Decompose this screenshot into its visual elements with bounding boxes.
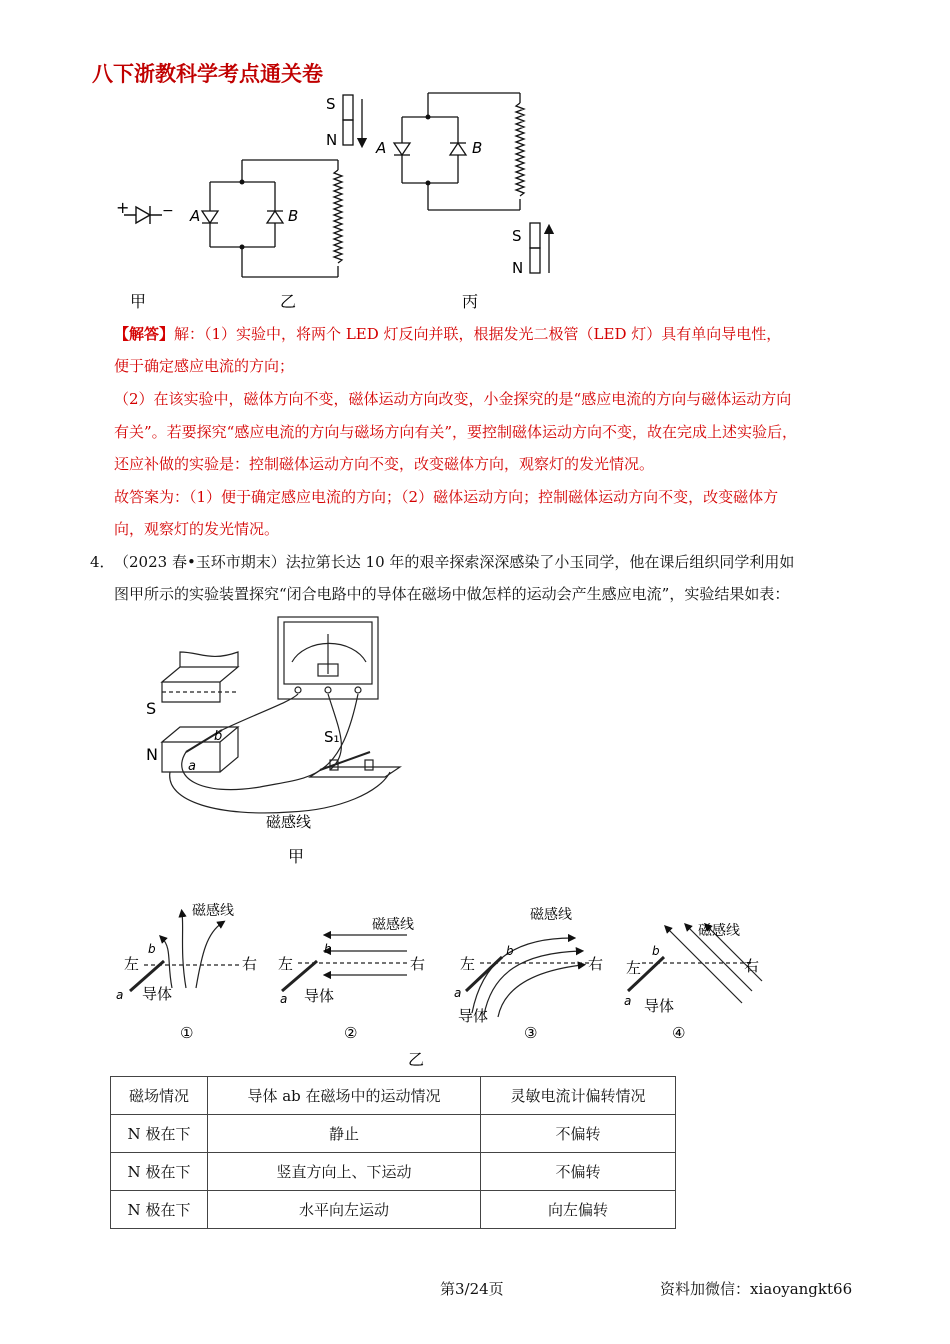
circuit-bing: [394, 93, 549, 273]
footer-contact: 资料加微信：xiaoyangkt66: [660, 1280, 853, 1298]
field-label-4: 磁感线: [698, 923, 740, 939]
table-cell: 不偏转: [481, 1153, 676, 1191]
right-label-3: 右: [588, 955, 604, 973]
conductor-label-2: 导体: [304, 987, 335, 1005]
table-row: [111, 1191, 676, 1229]
field-label-1: 磁感线: [192, 903, 234, 919]
label-N-bing: N: [512, 259, 524, 277]
diode-symbol: [124, 206, 162, 224]
answer-line-7: 向，观察灯的发光情况。: [114, 520, 280, 538]
question-line-1: （2023 春•玉环市期末）法拉第长达 10 年的艰辛探索深深感染了小玉同学，他在课后组织同学利用如: [114, 553, 795, 571]
label-S-yi: S: [326, 95, 336, 113]
b-label-3: b: [506, 944, 514, 958]
table-row: [111, 1115, 676, 1153]
table-cell: N 极在下: [111, 1191, 208, 1229]
plus-label: +: [116, 198, 130, 217]
conductor-label-3: 导体: [458, 1007, 489, 1025]
table-cell: 竖直方向上、下运动: [208, 1153, 481, 1191]
num-1: ①: [180, 1024, 194, 1042]
table-cell: 向左偏转: [481, 1191, 676, 1229]
answer-line-1: [114, 318, 864, 350]
page-number: 第3/24页: [440, 1280, 504, 1298]
conductor-label-4: 导体: [644, 997, 675, 1015]
label-b-jia: b: [214, 729, 223, 744]
diagram-2: [282, 935, 407, 991]
a-label-1: a: [116, 988, 124, 1002]
label-B-yi: B: [288, 207, 299, 225]
results-table: [110, 1076, 676, 1229]
question-line-2: 图甲所示的实验装置探究“闭合电路中的导体在磁场中做怎样的运动会产生感应电流”，实验结果如表：: [114, 585, 790, 603]
right-label-2: 右: [410, 955, 426, 973]
label-B-bing: B: [472, 139, 483, 157]
label-a-jia: a: [188, 759, 196, 774]
right-label-4: 右: [744, 957, 760, 975]
diagram-3: [466, 938, 590, 1017]
table-header-row: [111, 1077, 676, 1115]
answer-line-6: 故答案为：（1）便于确定感应电流的方向；（2）磁体运动方向；控制磁体运动方向不变，改变磁体方: [114, 488, 779, 506]
label-S1: S₁: [324, 728, 340, 746]
label-field-jia: 磁感线: [266, 813, 312, 831]
answer-text-1: 解：（1）实验中，将两个 LED 灯反向并联，根据发光二极管（LED 灯）具有单向导电性，: [174, 325, 782, 343]
table-header: 磁场情况: [111, 1077, 208, 1115]
num-4: ④: [672, 1024, 686, 1042]
a-label-3: a: [454, 986, 462, 1000]
table-header: 灵敏电流计偏转情况: [481, 1077, 676, 1115]
caption-yi-q4: 乙: [408, 1050, 425, 1069]
field-diagrams-figure: [112, 893, 772, 1071]
caption-jia-q4: 甲: [288, 847, 305, 866]
answer-line-3: （2）在该实验中，磁体方向不变，磁体运动方向改变，小金探究的是“感应电流的方向与磁体运动方向: [114, 390, 792, 408]
table-cell: N 极在下: [111, 1115, 208, 1153]
a-label-2: a: [280, 992, 288, 1006]
b-label-2: b: [324, 942, 332, 956]
label-S-bing: S: [512, 227, 522, 245]
table-header: 导体 ab 在磁场中的运动情况: [208, 1077, 481, 1115]
page-title: 八下浙教科学考点通关卷: [92, 62, 323, 86]
table-cell: 静止: [208, 1115, 481, 1153]
num-2: ②: [344, 1024, 358, 1042]
b-label-4: b: [652, 944, 660, 958]
label-N-yi: N: [326, 131, 338, 149]
answer-tag: 【解答】: [114, 325, 175, 343]
apparatus-figure: [140, 612, 410, 874]
left-label-4: 左: [626, 959, 642, 977]
left-label-1: 左: [124, 955, 140, 973]
caption-bing: 丙: [462, 292, 479, 311]
left-label-3: 左: [460, 955, 476, 973]
label-N-jia: N: [146, 745, 158, 764]
field-label-3: 磁感线: [530, 907, 572, 923]
question-number: 4．: [90, 553, 115, 571]
caption-jia: 甲: [130, 292, 147, 311]
conductor-label-1: 导体: [142, 985, 173, 1003]
answer-line-5: 还应补做的实验是：控制磁体运动方向不变，改变磁体方向，观察灯的发光情况。: [114, 455, 655, 473]
label-S-jia: S: [146, 699, 157, 718]
b-label-1: b: [148, 942, 156, 956]
diagram-1: [130, 913, 242, 991]
left-label-2: 左: [278, 955, 294, 973]
led-circuit-figure: [100, 85, 560, 320]
field-label-2: 磁感线: [372, 917, 414, 933]
minus-label: −: [162, 203, 174, 219]
circuit-yi: [202, 95, 362, 277]
label-A-yi: A: [190, 207, 201, 225]
table-row: [111, 1153, 676, 1191]
answer-line-2: 便于确定感应电流的方向；: [114, 357, 295, 375]
diagram-4: [628, 926, 762, 1003]
table-cell: 水平向左运动: [208, 1191, 481, 1229]
table-cell: N 极在下: [111, 1153, 208, 1191]
num-3: ③: [524, 1024, 538, 1042]
caption-yi: 乙: [280, 292, 297, 311]
a-label-4: a: [624, 994, 632, 1008]
table-cell: 不偏转: [481, 1115, 676, 1153]
answer-line-4: 有关”。若要探究“感应电流的方向与磁场方向有关”，要控制磁体运动方向不变，故在完成上述实验后，: [114, 423, 798, 441]
right-label-1: 右: [242, 955, 258, 973]
label-A-bing: A: [376, 139, 387, 157]
